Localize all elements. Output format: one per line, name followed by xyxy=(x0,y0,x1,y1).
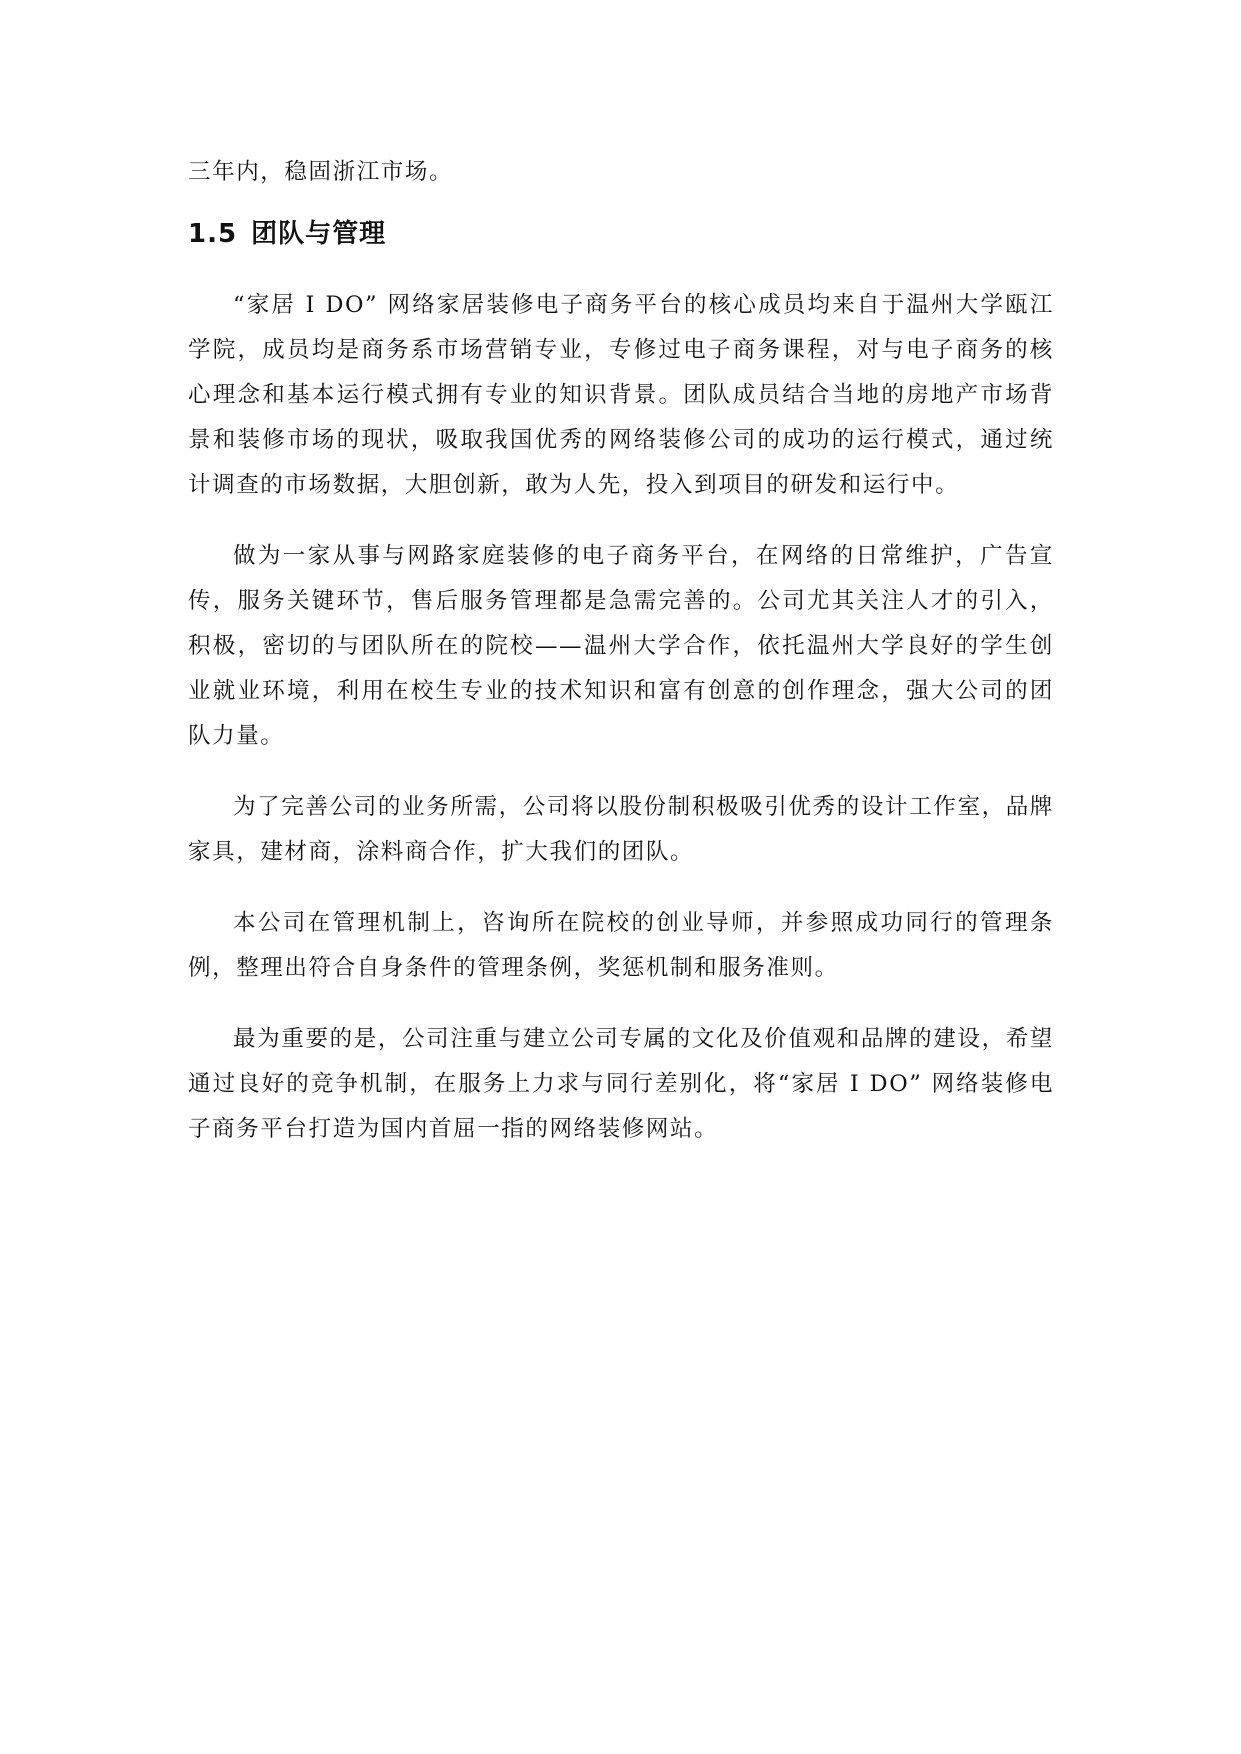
section-number: 1.5 xyxy=(188,219,238,249)
paragraph-talent-cooperation: 做为一家从事与网路家庭装修的电子商务平台，在网络的日常维护，广告宣传，服务关键环节，售后服务管理都是急需完善的。公司尤其关注人才的引入，积极，密切的与团队所在的院校——温州大学合作，依托温州大学良好的学生创业就业环境，利用在校生专业的技术知识和富有创意的创作理念，强大公司的团队力量。 xyxy=(188,543,1054,749)
paragraph-partners: 为了完善公司的业务所需，公司将以股份制积极吸引优秀的设计工作室，品牌家具，建材商，涂料商合作，扩大我们的团队。 xyxy=(188,794,1054,865)
paragraph-culture-brand: 最为重要的是，公司注重与建立公司专属的文化及价值观和品牌的建设，希望通过良好的竞争机制，在服务上力求与同行差别化，将“家居 I DO” 网络装修电子商务平台打造为国内首屈一指的网络装修网站。 xyxy=(188,1026,1054,1142)
section-heading xyxy=(188,209,1054,259)
continuation-line: 三年内，稳固浙江市场。 xyxy=(188,159,454,185)
paragraph-team-background: “家居 I DO” 网络家居装修电子商务平台的核心成员均来自于温州大学瓯江学院，成员均是商务系市场营销专业，专修过电子商务课程，对与电子商务的核心理念和基本运行模式拥有专业的知识背景。团队成员结合当地的房地产市场背景和装修市场的现状，吸取我国优秀的网络装修公司的成功的运行模式，通过统计调查的市场数据，大胆创新，敢为人先，投入到项目的研发和运行中。 xyxy=(188,292,1054,498)
section-title: 团队与管理 xyxy=(251,219,387,249)
paragraph-management-mechanism: 本公司在管理机制上，咨询所在院校的创业导师，并参照成功同行的管理条例，整理出符合自身条件的管理条例，奖惩机制和服务准则。 xyxy=(188,910,1054,981)
page-content xyxy=(188,150,1054,1178)
